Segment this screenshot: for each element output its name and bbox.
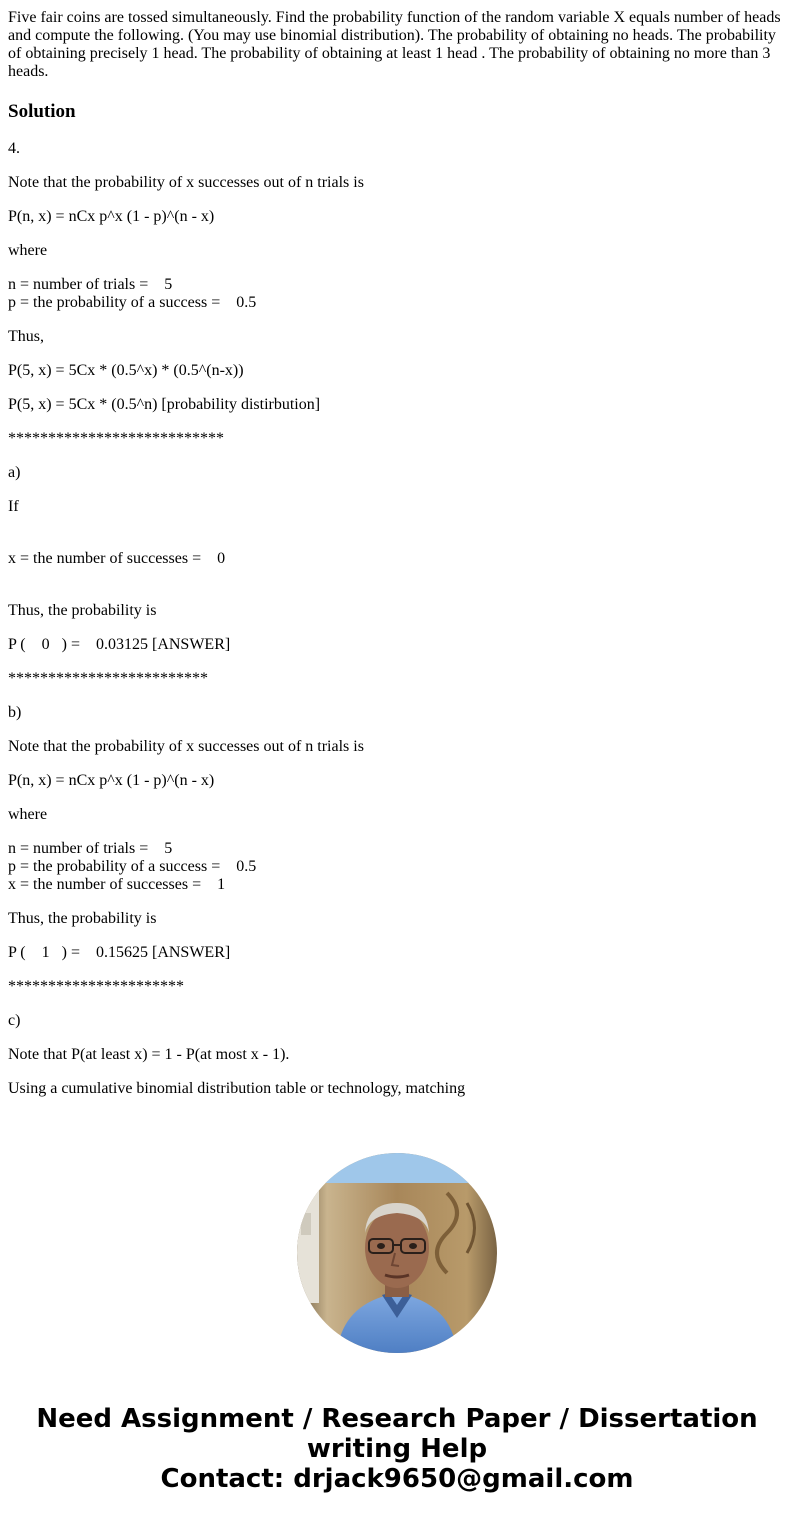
promo-banner bbox=[0, 1404, 794, 1494]
answer-a: P ( 0 ) = 0.03125 [ANSWER] bbox=[8, 636, 231, 653]
binomial-intro: Note that the probability of x successes out of n trials is bbox=[8, 174, 364, 191]
part-b-label: b) bbox=[8, 704, 22, 721]
param-x-b: x = the number of successes = 1 bbox=[8, 876, 226, 893]
avatar bbox=[297, 1153, 497, 1353]
probability-label-a: Thus, the probability is bbox=[8, 602, 157, 619]
complement-rule: Note that P(at least x) = 1 - P(at most x - 1). bbox=[8, 1046, 290, 1063]
document-body bbox=[8, 9, 786, 1114]
param-n: n = number of trials = 5 bbox=[8, 276, 173, 293]
param-p: p = the probability of a success = 0.5 bbox=[8, 294, 257, 311]
param-x-a: x = the number of successes = 0 bbox=[8, 550, 226, 567]
thus-label: Thus, bbox=[8, 328, 44, 345]
avatar-photo bbox=[297, 1153, 497, 1353]
step-number: 4. bbox=[8, 140, 20, 157]
solution-heading: Solution bbox=[8, 101, 76, 122]
solution-steps bbox=[8, 140, 786, 1098]
probability-label-b: Thus, the probability is bbox=[8, 910, 157, 927]
binomial-formula: P(n, x) = nCx p^x (1 - p)^(n - x) bbox=[8, 772, 215, 789]
question-text: Five fair coins are tossed simultaneously. Find the probability function of the random variable X equals number of heads and compute the following. (You may use binomial distribution). The probability of obtaining no heads. The probability of obtaining precisely 1 head. The probability of obtaining at least 1 head . The probability of obtaining no more than 3 heads. bbox=[8, 9, 781, 80]
binomial-intro: Note that the probability of x successes out of n trials is bbox=[8, 738, 364, 755]
separator: ********************** bbox=[8, 978, 184, 995]
param-p: p = the probability of a success = 0.5 bbox=[8, 858, 257, 875]
promo-line: Need Assignment / Research Paper / Dissertation bbox=[36, 1404, 758, 1434]
separator: *************************** bbox=[8, 430, 224, 447]
part-a-label: a) bbox=[8, 464, 21, 481]
probability-distribution: P(5, x) = 5Cx * (0.5^n) [probability distirbution] bbox=[8, 396, 321, 413]
formula-substituted: P(5, x) = 5Cx * (0.5^x) * (0.5^(n-x)) bbox=[8, 362, 244, 379]
separator: ************************* bbox=[8, 670, 208, 687]
binomial-formula: P(n, x) = nCx p^x (1 - p)^(n - x) bbox=[8, 208, 215, 225]
promo-line: writing Help bbox=[306, 1434, 488, 1464]
part-c-label: c) bbox=[8, 1012, 21, 1029]
promo-contact: Contact: drjack9650@gmail.com bbox=[160, 1464, 634, 1494]
where-label: where bbox=[8, 242, 48, 259]
answer-b: P ( 1 ) = 0.15625 [ANSWER] bbox=[8, 944, 231, 961]
where-label: where bbox=[8, 806, 48, 823]
cumulative-note: Using a cumulative binomial distribution table or technology, matching bbox=[8, 1080, 466, 1097]
if-label: If bbox=[8, 498, 19, 515]
param-n: n = number of trials = 5 bbox=[8, 840, 173, 857]
